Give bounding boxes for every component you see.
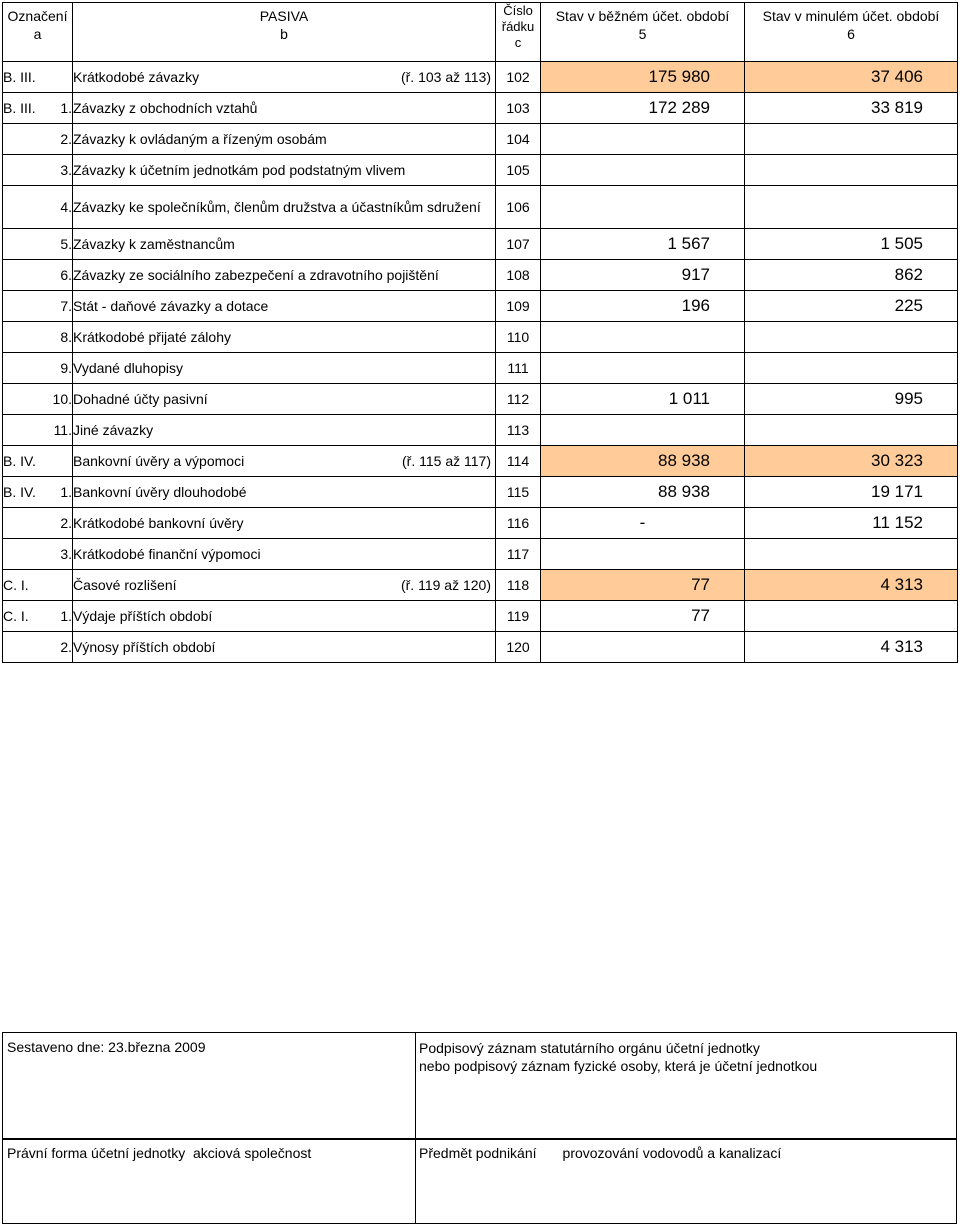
row-line-number: 108 [496, 260, 541, 291]
row-label [73, 539, 496, 570]
row-line-number: 109 [496, 291, 541, 322]
row-item-number: 1. [51, 601, 73, 632]
current-period-value [541, 186, 745, 229]
row-item-number: 6. [51, 260, 73, 291]
row-line-number: 116 [496, 508, 541, 539]
table-row [3, 477, 958, 508]
row-label-text: Jiné závazky [73, 422, 154, 438]
table-header-row [3, 3, 958, 62]
row-label-text: Bankovní úvěry a výpomoci [73, 453, 245, 469]
current-period-value [541, 353, 745, 384]
row-label-text: Závazky z obchodních vztahů [73, 100, 258, 116]
business-value: provozování vodovodů a kanalizací [562, 1145, 782, 1161]
row-label [73, 291, 496, 322]
row-item-number: 4. [51, 186, 73, 229]
row-line-number: 104 [496, 124, 541, 155]
row-label-text: Závazky ke společníkům, členům družstva a účastníkům sdružení [73, 198, 481, 215]
table-row [3, 384, 958, 415]
header-current-period: Stav v běžném účet. období 5 [541, 3, 745, 62]
header-liabilities: PASIVA b [73, 3, 496, 62]
row-label-text: Krátkodobé přijaté zálohy [73, 329, 231, 345]
row-label-text: Závazky ze sociálního zabezpečení a zdravotního pojištění [73, 267, 439, 283]
row-label-text: Krátkodobé závazky [73, 69, 200, 85]
table-row [3, 632, 958, 663]
previous-period-value: 995 [745, 384, 958, 415]
footer-info-box [2, 1138, 957, 1224]
table-row [3, 260, 958, 291]
current-period-value [541, 539, 745, 570]
current-period-value [541, 415, 745, 446]
row-line-number: 110 [496, 322, 541, 353]
row-code: B. IV. [3, 477, 51, 508]
row-item-number: 2. [51, 124, 73, 155]
legal-form [3, 1139, 415, 1223]
row-label [73, 322, 496, 353]
row-item-number: 1. [51, 477, 73, 508]
row-line-number: 112 [496, 384, 541, 415]
table-row [3, 155, 958, 186]
table-row [3, 186, 958, 229]
table-row [3, 353, 958, 384]
signature-note: Podpisový záznam statutárního orgánu účetní jednotky nebo podpisový záznam fyzické osoby, která je účetní jednotkou [419, 1040, 818, 1074]
row-label [73, 632, 496, 663]
row-code [3, 508, 51, 539]
row-code: B. III. [3, 62, 51, 93]
row-label [73, 446, 496, 477]
row-code [3, 260, 51, 291]
row-range: (ř. 115 až 117) [402, 453, 491, 469]
row-item-number [51, 570, 73, 601]
row-item-number: 7. [51, 291, 73, 322]
row-code: C. I. [3, 570, 51, 601]
row-label [73, 508, 496, 539]
row-code [3, 353, 51, 384]
row-code [3, 186, 51, 229]
row-item-number [51, 62, 73, 93]
row-label-text: Závazky k účetním jednotkám pod podstatným vlivem [73, 162, 406, 178]
row-label [73, 570, 496, 601]
previous-period-value: 4 313 [745, 570, 958, 601]
row-item-number [51, 446, 73, 477]
row-line-number: 107 [496, 229, 541, 260]
previous-period-value: 19 171 [745, 477, 958, 508]
previous-period-value: 37 406 [745, 62, 958, 93]
row-label [73, 62, 496, 93]
row-label-text: Krátkodobé bankovní úvěry [73, 515, 244, 531]
row-item-number: 10. [51, 384, 73, 415]
business-subject [415, 1139, 956, 1223]
row-label-text: Dohadné účty pasivní [73, 391, 208, 407]
previous-period-value [745, 124, 958, 155]
row-line-number: 117 [496, 539, 541, 570]
current-period-value [541, 322, 745, 353]
row-item-number: 2. [51, 632, 73, 663]
previous-period-value: 11 152 [745, 508, 958, 539]
row-item-number: 2. [51, 508, 73, 539]
previous-period-value: 225 [745, 291, 958, 322]
previous-period-value [745, 601, 958, 632]
row-code: C. I. [3, 601, 51, 632]
row-label-text: Krátkodobé finanční výpomoci [73, 546, 261, 562]
row-label-text: Časové rozlišení [73, 577, 177, 593]
table-row [3, 601, 958, 632]
row-code [3, 291, 51, 322]
row-item-number: 3. [51, 539, 73, 570]
row-label-text: Bankovní úvěry dlouhodobé [73, 484, 247, 500]
row-line-number: 113 [496, 415, 541, 446]
row-code [3, 155, 51, 186]
current-period-value: 77 [541, 570, 745, 601]
current-period-value: 88 938 [541, 477, 745, 508]
row-label [73, 93, 496, 124]
row-line-number: 111 [496, 353, 541, 384]
table-row [3, 322, 958, 353]
row-item-number: 8. [51, 322, 73, 353]
table-row [3, 229, 958, 260]
previous-period-value [745, 353, 958, 384]
table-row [3, 570, 958, 601]
previous-period-value: 4 313 [745, 632, 958, 663]
row-item-number: 5. [51, 229, 73, 260]
current-period-value: 917 [541, 260, 745, 291]
previous-period-value [745, 186, 958, 229]
table-row [3, 539, 958, 570]
row-label-text: Výnosy příštích období [73, 639, 216, 655]
row-item-number: 3. [51, 155, 73, 186]
previous-period-value: 30 323 [745, 446, 958, 477]
row-label [73, 601, 496, 632]
row-label [73, 186, 496, 229]
row-label-text: Vydané dluhopisy [73, 360, 184, 376]
row-label [73, 260, 496, 291]
current-period-value: 77 [541, 601, 745, 632]
previous-period-value [745, 155, 958, 186]
row-label [73, 415, 496, 446]
current-period-value: 88 938 [541, 446, 745, 477]
table-row [3, 446, 958, 477]
legal-form-value: akciová společnost [192, 1145, 312, 1161]
table-row [3, 508, 958, 539]
current-period-value [541, 124, 745, 155]
row-code [3, 415, 51, 446]
row-code: B. III. [3, 93, 51, 124]
table-row [3, 415, 958, 446]
row-label [73, 477, 496, 508]
row-label [73, 384, 496, 415]
current-period-value: 1 567 [541, 229, 745, 260]
current-period-value [541, 632, 745, 663]
footer-signature-box [2, 1032, 957, 1140]
row-code [3, 322, 51, 353]
header-previous-period: Stav v minulém účet. období 6 [745, 3, 958, 62]
balance-sheet-liabilities-table [2, 2, 958, 663]
row-code [3, 384, 51, 415]
table-row [3, 62, 958, 93]
row-line-number: 105 [496, 155, 541, 186]
row-label-text: Závazky k zaměstnancům [73, 236, 235, 252]
previous-period-value: 33 819 [745, 93, 958, 124]
row-line-number: 114 [496, 446, 541, 477]
header-designation: Označení a [3, 3, 73, 62]
row-code [3, 229, 51, 260]
table-row [3, 124, 958, 155]
row-code [3, 632, 51, 663]
current-period-value: 172 289 [541, 93, 745, 124]
row-item-number: 11. [51, 415, 73, 446]
row-line-number: 106 [496, 186, 541, 229]
row-line-number: 115 [496, 477, 541, 508]
business-label: Předmět podnikání [419, 1145, 537, 1161]
row-code [3, 124, 51, 155]
table-row [3, 93, 958, 124]
row-label-text: Závazky k ovládaným a řízeným osobám [73, 131, 327, 147]
row-item-number: 1. [51, 93, 73, 124]
current-period-value: 175 980 [541, 62, 745, 93]
previous-period-value [745, 322, 958, 353]
current-period-value: 196 [541, 291, 745, 322]
row-label [73, 229, 496, 260]
row-item-number: 9. [51, 353, 73, 384]
row-label-text: Stát - daňové závazky a dotace [73, 298, 269, 314]
previous-period-value [745, 415, 958, 446]
table-row [3, 291, 958, 322]
previous-period-value: 862 [745, 260, 958, 291]
row-line-number: 120 [496, 632, 541, 663]
row-range: (ř. 103 až 113) [400, 69, 491, 85]
row-code [3, 539, 51, 570]
previous-period-value: 1 505 [745, 229, 958, 260]
previous-period-value [745, 539, 958, 570]
current-period-value [541, 155, 745, 186]
current-period-value: 1 011 [541, 384, 745, 415]
row-line-number: 118 [496, 570, 541, 601]
legal-form-label: Právní forma účetní jednotky [7, 1145, 186, 1161]
row-label-text: Výdaje příštích období [73, 608, 213, 624]
row-range: (ř. 119 až 120) [400, 577, 491, 593]
header-row-number: Číslo řádku c [496, 3, 541, 62]
current-period-value: - [541, 508, 745, 539]
row-line-number: 102 [496, 62, 541, 93]
compiled-date: Sestaveno dne: 23.března 2009 [7, 1039, 206, 1055]
row-line-number: 103 [496, 93, 541, 124]
row-code: B. IV. [3, 446, 51, 477]
row-label [73, 124, 496, 155]
row-label [73, 155, 496, 186]
row-label [73, 353, 496, 384]
row-line-number: 119 [496, 601, 541, 632]
